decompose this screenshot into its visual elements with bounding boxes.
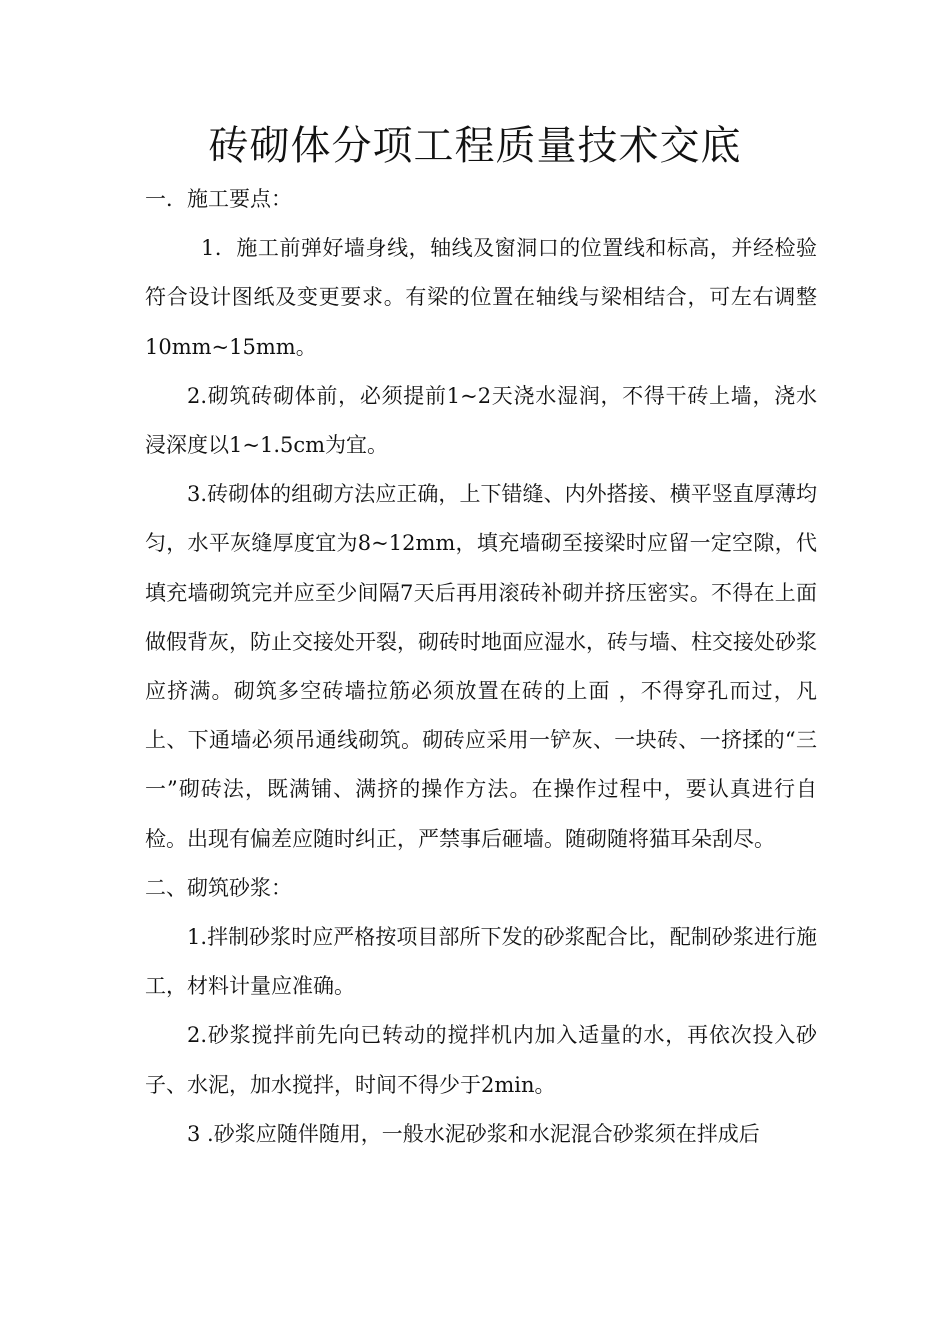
- document-title: 砖砌体分项工程质量技术交底: [208, 123, 742, 169]
- paragraph-item: 1．施工前弹好墙身线，轴线及窗洞口的位置线和标高，并经检验符合设计图纸及变更要求。有梁的位置在轴线与梁相结合，可左右调整10mm~15mm。: [145, 236, 817, 359]
- section-heading-construction-points: 一．施工要点：: [145, 187, 292, 211]
- document-body: [145, 175, 817, 1159]
- paragraph-item: 2.砌筑砖砌体前，必须提前1~2天浇水湿润，不得干砖上墙，浇水浸深度以1~1.5cm为宜。: [145, 383, 817, 458]
- paragraph-item: 1.拌制砂浆时应严格按项目部所下发的砂浆配合比，配制砂浆进行施工，材料计量应准确。: [145, 925, 817, 999]
- paragraph-item: 3.砖砌体的组砌方法应正确，上下错缝、内外搭接、横平竖直厚薄均匀，水平灰缝厚度宜为8~12mm，填充墙砌至接梁时应留一定空隙，代填充墙砌筑完并应至少间隔7天后再用滚砖补砌并挤压密实。不得在上面做假背灰，防止交接处开裂，砌砖时地面应湿水，砖与墙、柱交接处砂浆应挤满。砌筑多空砖墙拉筋必须放置在砖的上面 ，不得穿孔而过，凡上、下通墙必须吊通线砌筑。砌砖应采用一铲灰、一块砖、一挤揉的“三一”砌砖法，既满铺、满挤的操作方法。在操作过程中，要认真进行自检。出现有偏差应随时纠正，严禁事后砸墙。随砌随将猫耳朵刮尽。: [145, 482, 817, 851]
- section-heading-mortar: 二、砌筑砂浆：: [145, 875, 292, 900]
- paragraph-item: 3 .砂浆应随伴随用，一般水泥砂浆和水泥混合砂浆须在拌成后: [187, 1121, 760, 1146]
- paragraph-item: 2.砂浆搅拌前先向已转动的搅拌机内加入适量的水，再依次投入砂子、水泥，加水搅拌，时间不得少于2min。: [145, 1023, 817, 1097]
